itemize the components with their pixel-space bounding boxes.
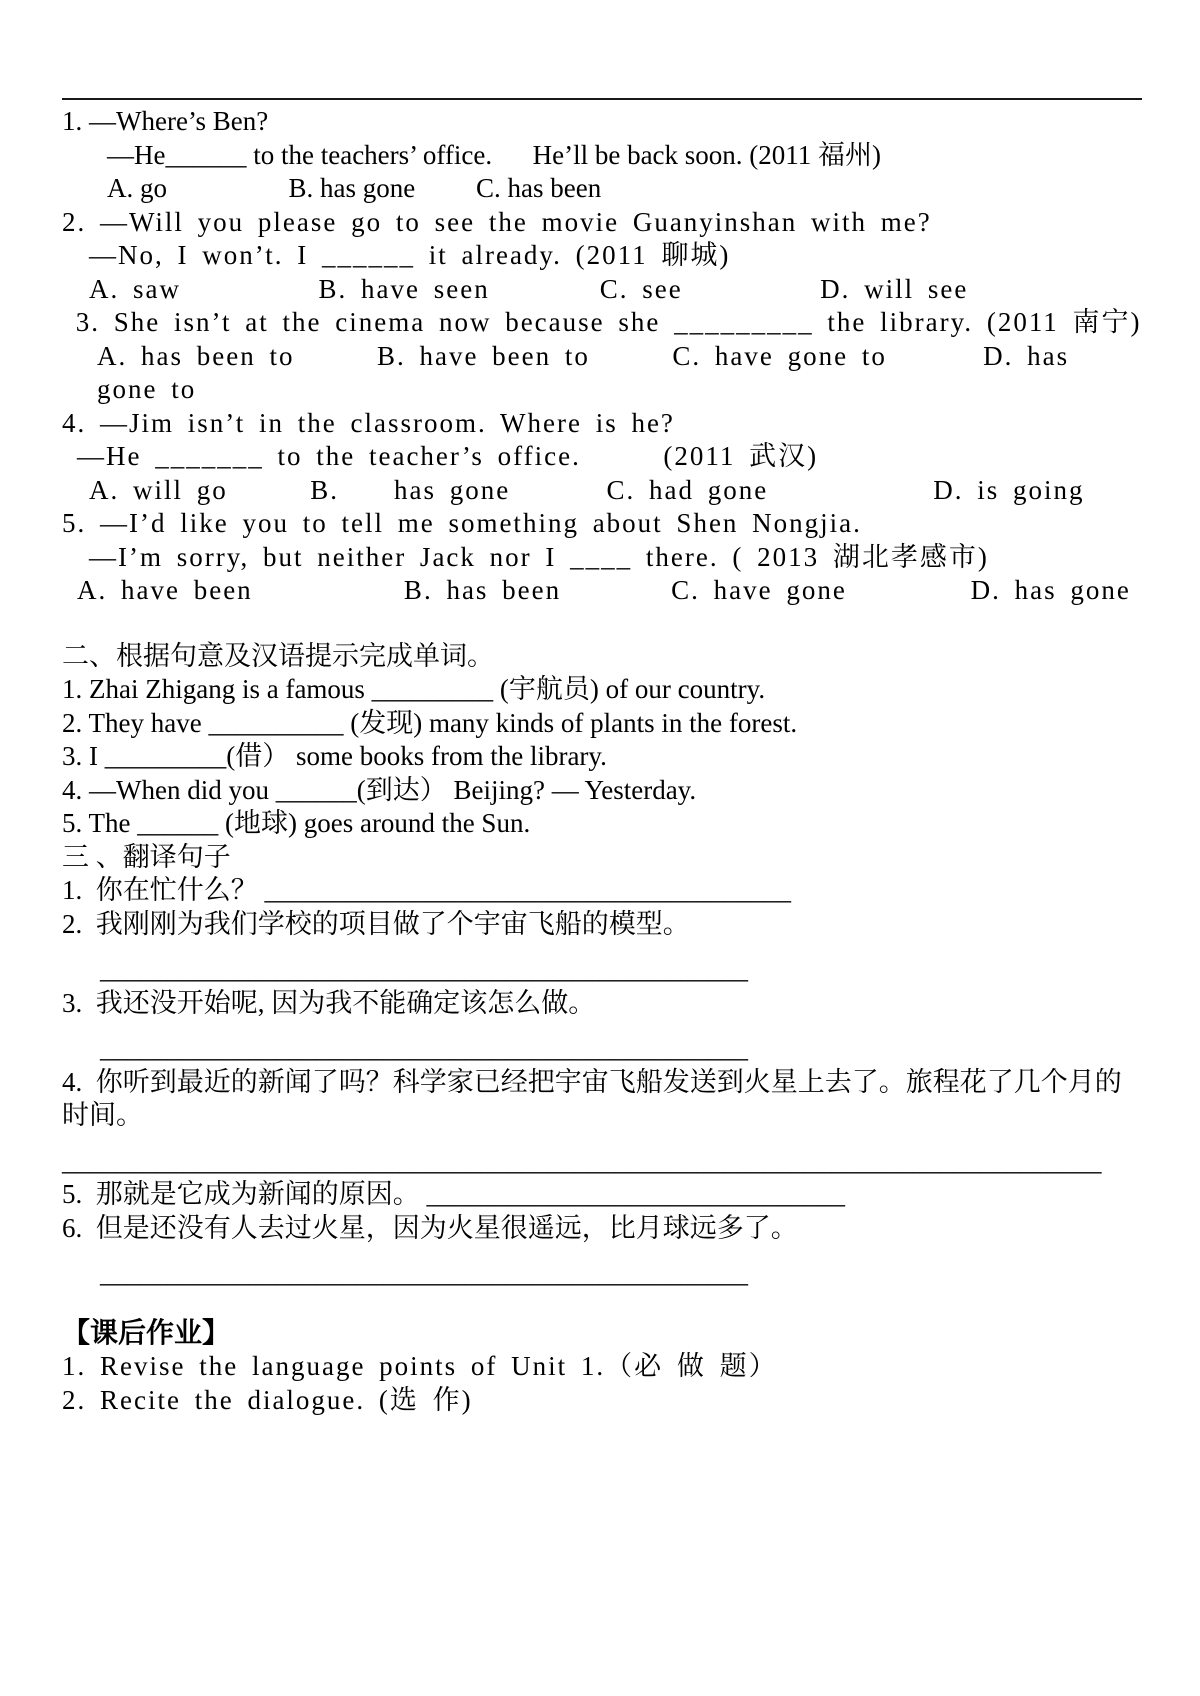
s3-item4-answer-line: _____________________________________________________________________________ (62, 1145, 1102, 1176)
s3-item6: 6. 但是还没有人去过火星，因为火星很遥远，比月球远多了。 (62, 1212, 798, 1243)
q1-options: A. go B. has gone C. has been (107, 173, 602, 203)
q3-stem: 3. She isn’t at the cinema now because she _________ the library. (2011 南宁) (62, 307, 1142, 337)
q4-reply: —He _______ to the teacher’s office. (2011 武汉) (77, 441, 819, 471)
s3-item3: 3. 我还没开始呢, 因为我不能确定该怎么做。 (62, 987, 596, 1018)
s2-item3: 3. I _________(借） some books from the library. (62, 741, 607, 771)
s3-item5: 5. 那就是它成为新闻的原因。 _______________________________ (62, 1179, 845, 1209)
q4-options: A. will go B. has gone C. had gone D. is going (89, 474, 1085, 505)
s2-item1: 1. Zhai Zhigang is a famous _________ (宇航员) of our country. (62, 674, 766, 704)
top-divider (62, 98, 1142, 100)
q2-stem: 2. —Will you please go to see the movie Guanyinshan with me? (62, 206, 932, 237)
section3-heading: 三 、翻译句子 (62, 841, 231, 872)
q5-reply: —I’m sorry, but neither Jack nor I ____ there. ( 2013 湖北孝感市) (89, 541, 989, 572)
q3-options: A. has been to B. have been to C. have gone to D. has gone to (97, 340, 1083, 404)
s3-item6-answer-line: ________________________________________________ (100, 1258, 748, 1288)
s2-item2: 2. They have __________ (发现) many kinds of plants in the forest. (62, 707, 798, 738)
s3-item2: 2. 我刚刚为我们学校的项目做了个宇宙飞船的模型。 (62, 908, 690, 939)
q2-reply: —No, I won’t. I ______ it already. (2011 聊城) (89, 240, 731, 270)
section2-heading: 二、根据句意及汉语提示完成单词。 (62, 640, 494, 671)
s3-item1: 1. 你在忙什么？ _______________________________________ (62, 875, 791, 905)
q5-options: A. have been B. has been C. have gone D. has gone (77, 575, 1131, 605)
s2-item5: 5. The ______ (地球) goes around the Sun. (62, 808, 531, 838)
s3-item4: 4. 你听到最近的新闻了吗？科学家已经把宇宙飞船发送到火星上去了。旅程花了几个月的时间。 (62, 1066, 1122, 1130)
s3-item3-answer-line: ________________________________________________ (100, 1033, 748, 1063)
q2-options: A. saw B. have seen C. see D. will see (89, 273, 969, 304)
homework-item2: 2. Recite the dialogue. (选 作) (62, 1384, 473, 1415)
s2-item4: 4. —When did you ______(到达） Beijing? — Yesterday. (62, 774, 697, 805)
q4-stem: 4. —Jim isn’t in the classroom. Where is he? (62, 407, 675, 438)
q5-stem: 5. —I’d like you to tell me something about Shen Nongjia. (62, 508, 862, 538)
q1-stem: 1. —Where’s Ben? (62, 106, 269, 136)
homework-heading: 【课后作业】 (62, 1317, 231, 1349)
q1-reply: —He______ to the teachers’ office. He’ll be back soon. (2011 福州) (107, 139, 882, 170)
s3-item2-answer-line: ________________________________________________ (100, 954, 748, 984)
homework-item1: 1. Revise the language points of Unit 1.（必 做 题） (62, 1351, 778, 1381)
